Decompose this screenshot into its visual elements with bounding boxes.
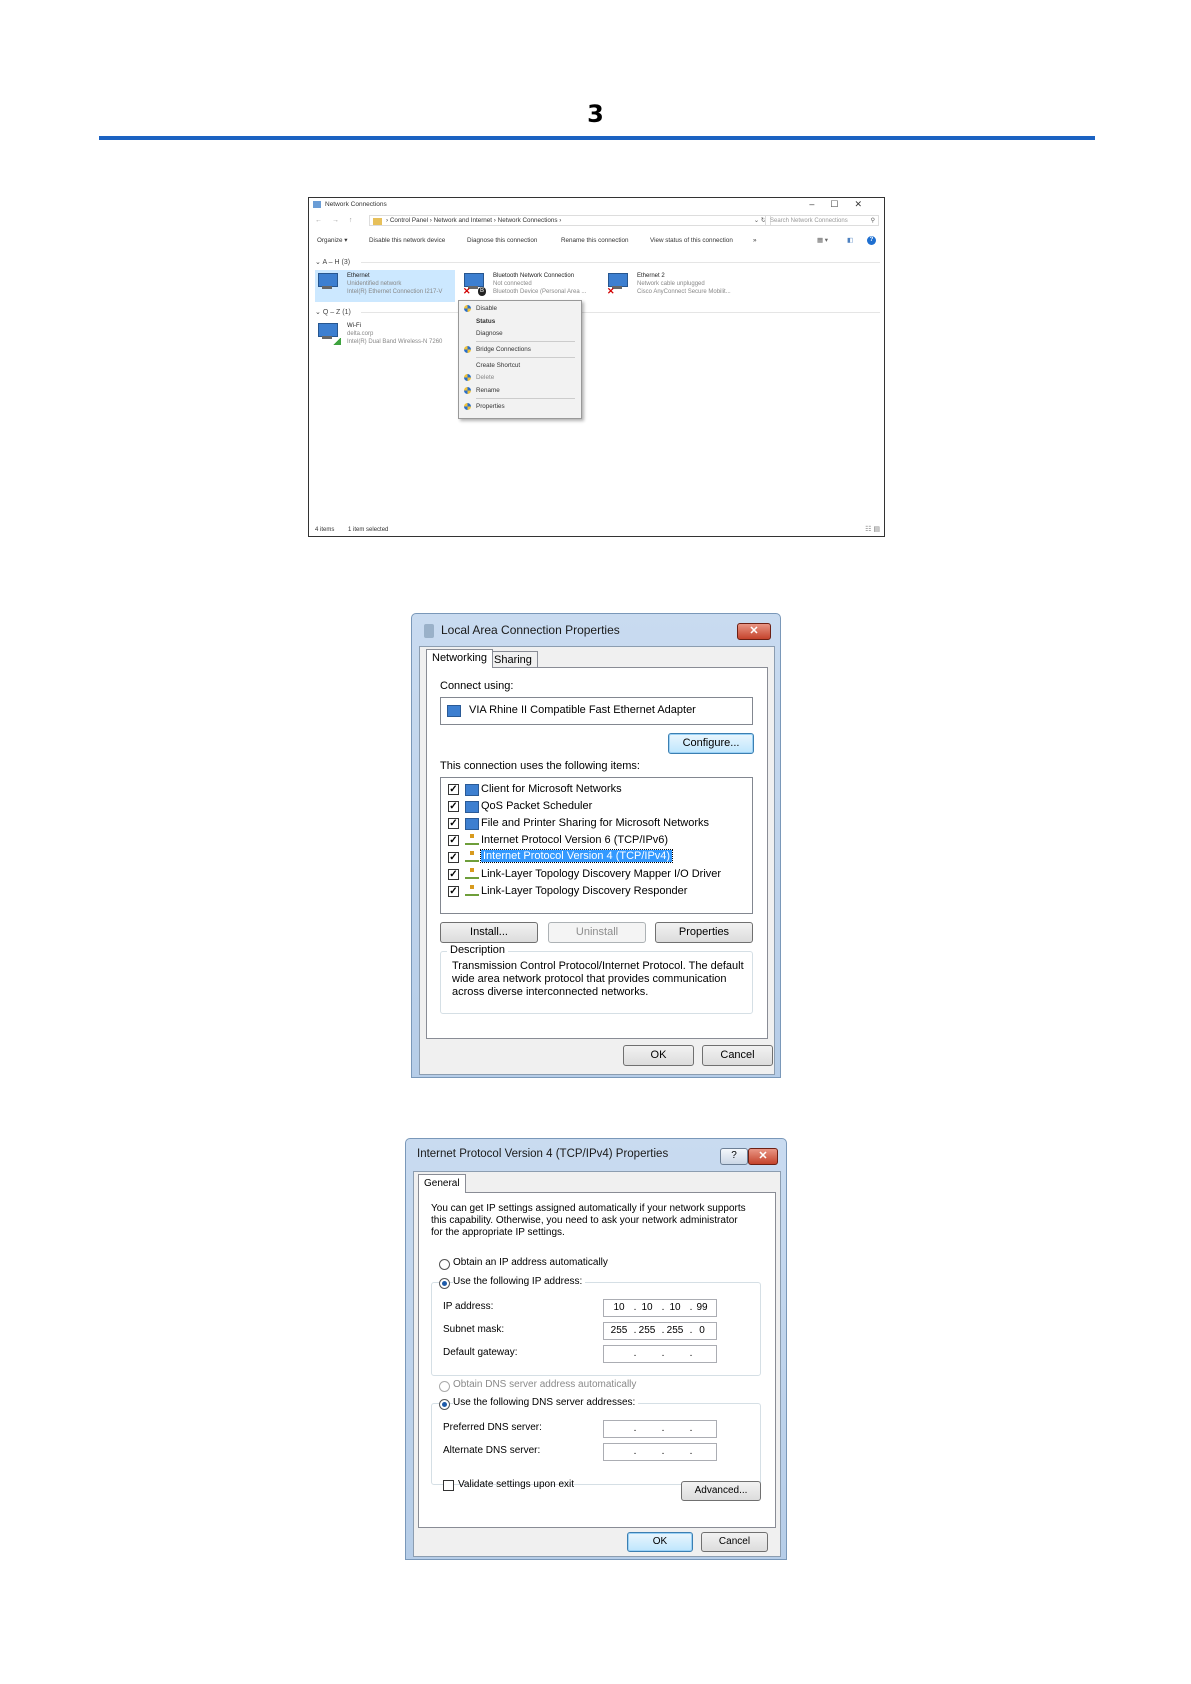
search-input[interactable] bbox=[765, 215, 879, 226]
octet-dot: . bbox=[689, 1302, 693, 1313]
connection-bluetooth[interactable] bbox=[461, 270, 601, 302]
status-bar bbox=[315, 527, 388, 533]
disconnected-icon: ✕ bbox=[607, 286, 615, 296]
octet-dot: . bbox=[633, 1325, 637, 1336]
group-header-a-h[interactable]: ⌄ A – H (3) bbox=[315, 259, 351, 266]
description-line: across diverse interconnected networks. bbox=[452, 986, 649, 998]
item-checkbox[interactable]: ✓ bbox=[449, 784, 458, 795]
header-rule bbox=[99, 136, 1095, 140]
obtain-ip-label: Obtain an IP address automatically bbox=[453, 1257, 608, 1268]
item-checkbox[interactable]: ✓ bbox=[449, 835, 458, 846]
octet: 255 bbox=[666, 1325, 684, 1336]
menu-item-properties[interactable]: Properties bbox=[476, 403, 505, 410]
connection-device: Intel(R) Dual Band Wireless-N 7260 bbox=[347, 339, 443, 345]
connection-status: Network cable unplugged bbox=[637, 281, 705, 287]
preview-pane-icon[interactable]: ◧ bbox=[847, 237, 853, 244]
connection-device: Bluetooth Device (Personal Area ... bbox=[493, 289, 587, 295]
octet-dot: . bbox=[661, 1423, 665, 1434]
dialog-client bbox=[413, 1171, 781, 1557]
search-placeholder: Search Network Connections bbox=[770, 218, 848, 224]
menu-item-delete[interactable]: Delete bbox=[476, 374, 495, 381]
octet-dot: . bbox=[633, 1446, 637, 1457]
octet-dot: . bbox=[689, 1325, 693, 1336]
cancel-button[interactable]: Cancel bbox=[702, 1045, 773, 1066]
connection-name: Ethernet 2 bbox=[637, 273, 665, 279]
more-commands-button[interactable]: » bbox=[753, 237, 757, 244]
connection-name: Ethernet bbox=[347, 273, 370, 279]
group-label: Q – Z (1) bbox=[322, 309, 351, 316]
octet-dot: . bbox=[633, 1348, 637, 1359]
shield-icon bbox=[464, 305, 471, 312]
menu-separator bbox=[476, 398, 575, 399]
connection-ethernet[interactable] bbox=[315, 270, 455, 302]
alternate-dns-label: Alternate DNS server: bbox=[443, 1445, 541, 1456]
context-menu bbox=[458, 300, 582, 419]
ip-address-label: IP address: bbox=[443, 1301, 494, 1312]
rename-button[interactable]: Rename this connection bbox=[561, 237, 629, 244]
item-label: Internet Protocol Version 6 (TCP/IPv6) bbox=[481, 834, 669, 846]
menu-item-disable[interactable]: Disable bbox=[476, 305, 497, 312]
list-item[interactable] bbox=[441, 833, 752, 849]
alternate-dns-field[interactable] bbox=[603, 1443, 717, 1461]
dialog-client bbox=[419, 646, 775, 1075]
list-item[interactable] bbox=[441, 850, 752, 866]
menu-item-diagnose[interactable]: Diagnose bbox=[476, 330, 503, 337]
item-checkbox[interactable]: ✓ bbox=[449, 886, 458, 897]
octet-dot: . bbox=[689, 1423, 693, 1434]
address-bar-row bbox=[309, 214, 884, 228]
connection-status: delta.corp bbox=[347, 331, 374, 337]
install-button[interactable]: Install... bbox=[440, 922, 538, 943]
octet: 0 bbox=[699, 1325, 705, 1336]
page-number: 3 bbox=[587, 100, 604, 128]
ip-address-field[interactable] bbox=[603, 1299, 717, 1317]
close-icon[interactable]: ✕ bbox=[748, 1148, 778, 1165]
protocol-icon bbox=[465, 854, 479, 862]
list-item[interactable] bbox=[441, 799, 752, 815]
connection-name: Wi-Fi bbox=[347, 323, 361, 329]
connection-name: Bluetooth Network Connection bbox=[493, 273, 575, 279]
refresh-icon[interactable]: ⌄ ↻ bbox=[753, 217, 766, 224]
network-adapter-icon bbox=[447, 705, 461, 717]
view-options-icon[interactable]: ▦ ▾ bbox=[817, 237, 828, 244]
configure-button[interactable]: Configure... bbox=[668, 733, 754, 754]
item-checkbox[interactable]: ✓ bbox=[449, 869, 458, 880]
group-header-q-z[interactable]: ⌄ Q – Z (1) bbox=[315, 309, 351, 316]
octet: 10 bbox=[669, 1302, 681, 1313]
connection-status: Not connected bbox=[493, 281, 532, 287]
tab-sharing[interactable]: Sharing bbox=[488, 651, 538, 668]
help-icon[interactable]: ? bbox=[867, 236, 876, 245]
use-ip-label: Use the following IP address: bbox=[453, 1276, 585, 1287]
octet-dot: . bbox=[661, 1348, 665, 1359]
connection-device: Cisco AnyConnect Secure Mobilit... bbox=[637, 289, 731, 295]
preferred-dns-field[interactable] bbox=[603, 1420, 717, 1438]
tab-general[interactable]: General bbox=[418, 1174, 466, 1193]
divider bbox=[361, 262, 880, 263]
octet-dot: . bbox=[633, 1302, 637, 1313]
item-label: Link-Layer Topology Discovery Responder bbox=[481, 885, 688, 897]
connection-wifi[interactable] bbox=[315, 320, 455, 352]
octet: 99 bbox=[696, 1302, 708, 1313]
ok-button[interactable]: OK bbox=[627, 1532, 693, 1552]
bluetooth-icon: B bbox=[479, 288, 484, 294]
tab-panel bbox=[426, 667, 768, 1039]
tab-panel bbox=[418, 1192, 776, 1528]
description-line: Transmission Control Protocol/Internet Protocol. The default bbox=[452, 960, 744, 972]
dialog-title: Local Area Connection Properties bbox=[441, 623, 620, 637]
adapter-name: VIA Rhine II Compatible Fast Ethernet Adapter bbox=[469, 704, 696, 716]
validate-label: Validate settings upon exit bbox=[458, 1479, 575, 1490]
disable-device-button[interactable]: Disable this network device bbox=[369, 237, 446, 244]
subnet-mask-field[interactable] bbox=[603, 1322, 717, 1340]
adapter-field bbox=[440, 697, 753, 725]
service-icon bbox=[465, 818, 479, 830]
view-toggle-icon[interactable]: ☷ ▤ bbox=[865, 526, 880, 533]
obtain-dns-label: Obtain DNS server address automatically bbox=[453, 1379, 637, 1390]
item-checkbox[interactable]: ✓ bbox=[449, 818, 458, 829]
service-icon bbox=[465, 801, 479, 813]
network-folder-icon bbox=[313, 201, 321, 208]
ok-button[interactable]: OK bbox=[623, 1045, 694, 1066]
octet: 10 bbox=[613, 1302, 625, 1313]
list-item[interactable] bbox=[441, 884, 752, 900]
ethernet-icon bbox=[317, 273, 339, 291]
protocol-icon bbox=[465, 888, 479, 896]
items-list[interactable] bbox=[440, 777, 753, 914]
octet-dot: . bbox=[633, 1423, 637, 1434]
status-item-count: 4 items bbox=[315, 527, 335, 533]
item-label: File and Printer Sharing for Microsoft Networks bbox=[481, 817, 710, 829]
preferred-dns-label: Preferred DNS server: bbox=[443, 1422, 542, 1433]
obtain-ip-radio[interactable] bbox=[439, 1259, 450, 1270]
view-status-button[interactable]: View status of this connection bbox=[650, 237, 733, 244]
address-bar[interactable] bbox=[369, 215, 771, 226]
obtain-dns-radio[interactable] bbox=[439, 1381, 450, 1392]
intro-line: this capability. Otherwise, you need to ask your network administrator bbox=[431, 1215, 738, 1226]
cancel-button[interactable]: Cancel bbox=[701, 1532, 768, 1552]
use-dns-label: Use the following DNS server addresses: bbox=[453, 1397, 638, 1408]
intro-line: You can get IP settings assigned automatically if your network supports bbox=[431, 1203, 746, 1214]
signal-bars-icon bbox=[333, 338, 341, 345]
disconnected-icon: ✕ bbox=[463, 286, 471, 296]
octet-dot: . bbox=[689, 1348, 693, 1359]
item-label: Link-Layer Topology Discovery Mapper I/O Driver bbox=[481, 868, 722, 880]
window-controls[interactable]: –☐✕ bbox=[809, 199, 878, 209]
connection-status: Unidentified network bbox=[347, 281, 402, 287]
menu-item-rename[interactable]: Rename bbox=[476, 387, 500, 394]
item-label-selected: Internet Protocol Version 4 (TCP/IPv4) bbox=[483, 850, 671, 862]
subnet-mask-label: Subnet mask: bbox=[443, 1324, 505, 1335]
description-line: wide area network protocol that provides communication bbox=[452, 973, 727, 985]
group-label: A – H (3) bbox=[322, 259, 351, 266]
address-path: › Control Panel › Network and Internet › Network Connections › bbox=[386, 217, 562, 224]
title-bar bbox=[309, 198, 884, 212]
connect-using-label: Connect using: bbox=[440, 680, 514, 692]
organize-button[interactable]: Organize ▾ bbox=[317, 237, 348, 244]
network-adapter-icon bbox=[424, 624, 434, 638]
status-selected-count: 1 item selected bbox=[348, 527, 389, 533]
menu-item-shortcut[interactable]: Create Shortcut bbox=[476, 362, 521, 369]
item-label: QoS Packet Scheduler bbox=[481, 800, 593, 812]
octet-dot: . bbox=[661, 1302, 665, 1313]
lan-properties-dialog bbox=[411, 613, 781, 1078]
shield-icon bbox=[464, 403, 471, 410]
shield-icon bbox=[464, 374, 471, 381]
shield-icon bbox=[464, 387, 471, 394]
octet-dot: . bbox=[661, 1325, 665, 1336]
diagnose-button[interactable]: Diagnose this connection bbox=[467, 237, 538, 244]
network-connections-window bbox=[308, 197, 885, 537]
properties-button[interactable]: Properties bbox=[655, 922, 753, 943]
octet-dot: . bbox=[689, 1446, 693, 1457]
use-ip-radio[interactable] bbox=[439, 1278, 450, 1289]
item-checkbox[interactable]: ✓ bbox=[449, 801, 458, 812]
menu-separator bbox=[476, 341, 575, 342]
octet-dot: . bbox=[661, 1446, 665, 1457]
protocol-icon bbox=[465, 837, 479, 845]
tab-networking[interactable]: Networking bbox=[426, 649, 493, 668]
connection-ethernet-2[interactable] bbox=[605, 270, 745, 302]
menu-item-bridge[interactable]: Bridge Connections bbox=[476, 346, 531, 353]
shield-icon bbox=[464, 346, 471, 353]
uninstall-button[interactable]: Uninstall bbox=[548, 922, 646, 943]
protocol-icon bbox=[465, 871, 479, 879]
client-icon bbox=[465, 784, 479, 796]
item-checkbox[interactable]: ✓ bbox=[449, 852, 458, 863]
control-panel-icon bbox=[373, 218, 382, 225]
list-item[interactable] bbox=[441, 867, 752, 883]
menu-separator bbox=[476, 357, 575, 358]
command-bar bbox=[309, 234, 884, 248]
gateway-label: Default gateway: bbox=[443, 1347, 518, 1358]
item-label: Client for Microsoft Networks bbox=[481, 783, 622, 795]
window-title: Network Connections bbox=[325, 201, 387, 208]
description-label: Description bbox=[447, 944, 508, 956]
octet: 255 bbox=[638, 1325, 656, 1336]
intro-line: for the appropriate IP settings. bbox=[431, 1227, 565, 1238]
gateway-field[interactable] bbox=[603, 1345, 717, 1363]
items-label: This connection uses the following items: bbox=[440, 760, 640, 772]
use-dns-radio[interactable] bbox=[439, 1399, 450, 1410]
ipv4-properties-dialog bbox=[405, 1138, 787, 1560]
search-icon: ⚲ bbox=[870, 218, 875, 224]
connection-device: Intel(R) Ethernet Connection I217-V bbox=[347, 289, 443, 295]
dialog-title: Internet Protocol Version 4 (TCP/IPv4) Properties bbox=[417, 1148, 669, 1160]
nav-arrows-icon[interactable]: ← → ↑ bbox=[315, 217, 357, 224]
validate-checkbox[interactable] bbox=[443, 1480, 454, 1491]
menu-item-status[interactable]: Status bbox=[476, 318, 496, 325]
close-icon[interactable]: ✕ bbox=[737, 623, 771, 640]
advanced-button[interactable]: Advanced... bbox=[681, 1481, 761, 1501]
octet: 10 bbox=[641, 1302, 653, 1313]
list-item[interactable] bbox=[441, 816, 752, 832]
divider bbox=[361, 312, 880, 313]
octet: 255 bbox=[610, 1325, 628, 1336]
list-item[interactable] bbox=[441, 782, 752, 798]
help-button[interactable]: ? bbox=[720, 1148, 748, 1165]
